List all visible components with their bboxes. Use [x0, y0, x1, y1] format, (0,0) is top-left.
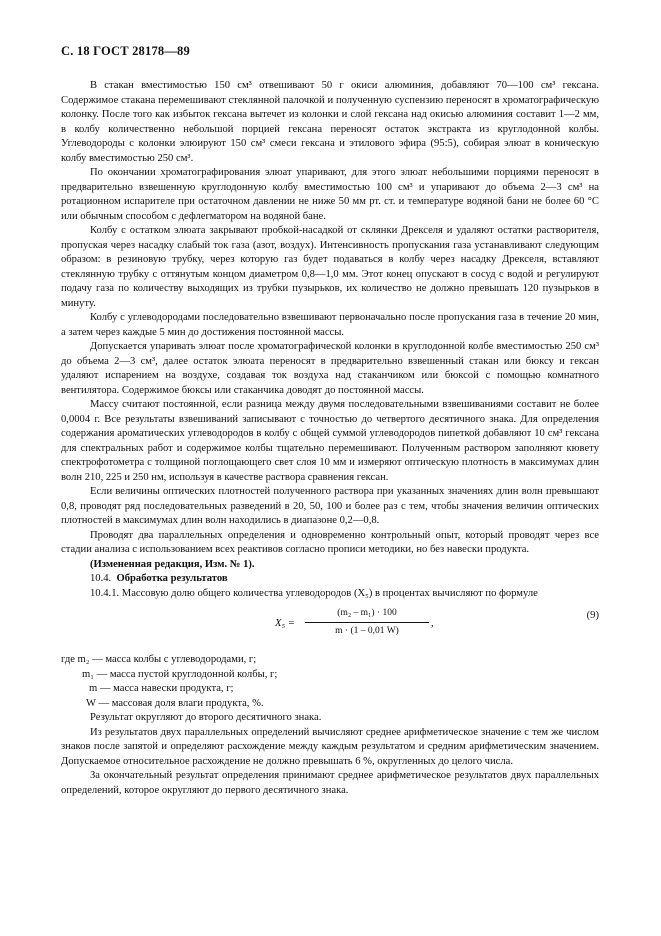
page-header: С. 18 ГОСТ 28178—89	[61, 44, 190, 58]
document-body	[61, 79, 599, 798]
formula-denominator: m · (1 – 0,01 W)	[335, 625, 399, 636]
paragraph: В стакан вместимостью 150 см³ отвешивают 50 г окиси алюминия, добавляют 70—100 см³ гексана. Содержимое стакана перемешивают стеклянной палочкой и полученную суспензию переносят в хроматографическую колонку. После того как избыток гексана вытечет из колонки и слой гексана над окисью алюминия составит 1—2 мм, в колбу количественно небольшой порцией гексана переносят остаток экстракта из круглодонной колбы. Углеводороды с колонки элюируют 150 см³ смеси гексана и этилового эфира (95:5), собирая элюат в коническую колбу вместимостью 250 см³.	[61, 80, 599, 164]
formula-number: (9)	[586, 610, 599, 621]
formula-block	[61, 603, 599, 649]
paragraph: Результат округляют до второго десятичного знака.	[90, 712, 322, 723]
formula-tail: ,	[431, 618, 434, 629]
paragraph: По окончании хроматографирования элюат упаривают, для этого элюат небольшими порциями переносят в предварительно взвешенную круглодонную колбу вместимостью 100 см³ и упаривают до объема 2—3 см³ на ротационном испарителе при остаточном давлении не ниже 50 мм рт. ст. и температуре водяной бани не более 60 °С или обычным способом с дефлегматором на водяной бане.	[61, 167, 599, 222]
paragraph: Проводят два параллельных определения и одновременно контрольный опыт, который проводят через все стадии анализа с использованием всех реактивов согласно прописи методики, но без навески продукта.	[61, 529, 599, 555]
legend-line: W — массовая доля влаги продукта, %.	[86, 697, 264, 709]
formula-numerator: (m₂ – m₁) · 100	[305, 606, 429, 623]
legend-line: m₁ — масса пустой круглодонной колбы, г;	[82, 668, 278, 680]
paragraph: Если величины оптических плотностей полученного раствора при указанных значениях длин волн превышают 0,8, проводят ряд последовательных разведений в 20, 50, 100 и более раз с тем, чтобы значения величин оптических плотностей в максимумах длин волн находились в диапазоне 0,2—0,8.	[61, 486, 599, 526]
paragraph: За окончательный результат определения принимают среднее арифметическое результатов двух параллельных определений, которое округляют до первого десятичного знака.	[61, 770, 599, 796]
section-heading	[61, 572, 599, 587]
paragraph: Колбу с углеводородами последовательно взвешивают первоначально после пропускания газа в течение 20 мин, а затем через каждые 5 мин до достижения постоянной массы.	[61, 312, 599, 338]
paragraph: Из результатов двух параллельных определений вычисляют среднее арифметическое значение с тем же числом знаков после запятой и определяют расхождение между каждым результатом и средним арифметическим значением. Допускаемое относительное расхождение не должно превышать 6 %, округленных до целого числа.	[61, 726, 599, 767]
clause-intro: 10.4.1. Массовую долю общего количества углеводородов (X₅) в процентах вычисляют по формуле	[90, 587, 538, 599]
paragraph: Допускается упаривать элюат после хроматографической колонки в круглодонной колбе вместимостью 250 см³ до объема 2—3 см³, далее остаток элюата переносят в предварительно взвешенный стакан или бюксу и гексан удаляют испарением на воздухе, создавая ток воздуха над стаканчиком или бюксой с помощью комнатного вентилятора. Содержимое бюксы или стаканчика доводят до постоянной массы.	[61, 341, 599, 396]
formula-lhs: X₅ =	[275, 618, 295, 629]
legend-line: где m₂ — масса колбы с углеводородами, г;	[61, 654, 257, 665]
section-title: Обработка результатов	[116, 573, 228, 584]
amendment-note: (Измененная редакция, Изм. № 1).	[90, 558, 255, 570]
paragraph: Массу считают постоянной, если разница между двумя последовательными взвешиваниями составит не более 0,0004 г. Все результаты взвешиваний записывают с точностью до четвертого десятичного знака. Для определения содержания ароматических углеводородов в колбу с общей суммой углеводородов пипеткой добавляют 10 см³ гексана для спектральных работ и содержимое колбы тщательно перемешивают. Полученным раствором заполняют кювету спектрофотометра с толщиной поглощающего свет слоя 10 мм и измеряют оптическую плотность в максимумах длин волн 210, 225 и 250 нм, используя в качестве раствора сравнения гексан.	[61, 399, 599, 483]
legend-line: m — масса навески продукта, г;	[89, 683, 234, 694]
formula-fraction	[305, 606, 429, 638]
section-number: 10.4.	[90, 573, 112, 584]
paragraph: Колбу с остатком элюата закрывают пробкой-насадкой от склянки Дрекселя и удаляют остатки растворителя, пропуская через насадку слабый ток газа (азот, воздух). Интенсивность пропускания газа устанавливают следующим образом: в резиновую трубку, через которую газ будет подаваться в колбу через насадку Дрекселя, вставляют стеклянную трубку с оттянутым концом диаметром 0,8—1,0 мм. Этот конец опускают в сосуд с водой и регулируют подачу газа по количеству выходящих из трубки пузырьков, их количество не должно превышать 120 пузырьков в минуту.	[61, 225, 599, 309]
